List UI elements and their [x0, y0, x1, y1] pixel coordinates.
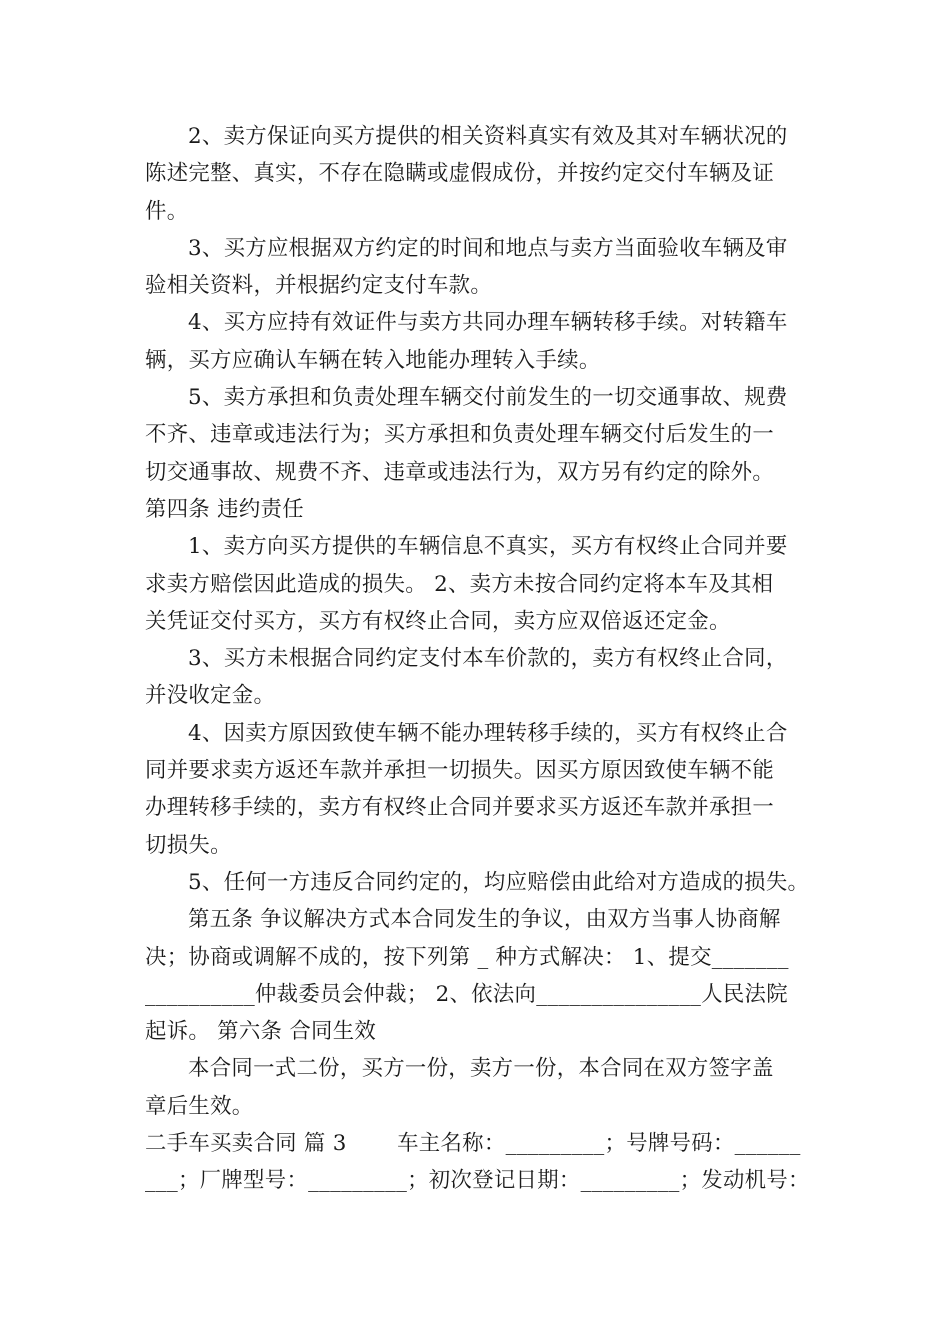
- text-line: 5、卖方承担和负责处理车辆交付前发生的一切交通事故、规费: [188, 385, 788, 411]
- text-line: __________仲裁委员会仲裁； 2、依法向_______________人民法院: [145, 981, 788, 1007]
- document-page: [145, 118, 815, 1200]
- text-line: 2、卖方保证向买方提供的相关资料真实有效及其对车辆状况的: [188, 124, 788, 149]
- text-line: 本合同一式二份，买方一份，卖方一份，本合同在双方签字盖: [188, 1056, 774, 1082]
- text-line: 验相关资料，并根据约定支付车款。: [145, 273, 493, 299]
- text-line: 切交通事故、规费不齐、违章或违法行为，双方另有约定的除外。: [145, 459, 775, 485]
- text-line: 起诉。 第六条 合同生效: [145, 1019, 377, 1045]
- text-line: 1、卖方向买方提供的车辆信息不真实，买方有权终止合同并要: [188, 534, 788, 560]
- text-line: ___；厂牌型号：_________；初次登记日期：_________；发动机号：: [145, 1168, 810, 1194]
- text-line: 件。: [145, 198, 189, 224]
- text-line: 不齐、违章或违法行为；买方承担和负责处理车辆交付后发生的一: [145, 422, 775, 448]
- text-line: 求卖方赔偿因此造成的损失。 2、卖方未按合同约定将本车及其相: [145, 571, 774, 597]
- text-line: 第四条 违约责任: [145, 496, 304, 522]
- text-line: 决；协商或调解不成的，按下列第 _ 种方式解决： 1、提交_______: [145, 944, 789, 970]
- text-line: 5、任何一方违反合同约定的，均应赔偿由此给对方造成的损失。: [188, 869, 810, 895]
- text-line: 4、因卖方原因致使车辆不能办理转移手续的，买方有权终止合: [188, 720, 788, 746]
- text-line: 3、买方应根据双方约定的时间和地点与卖方当面验收车辆及审: [188, 235, 788, 261]
- text-line: 关凭证交付买方，买方有权终止合同，卖方应双倍返还定金。: [145, 608, 731, 634]
- text-line: 办理转移手续的，卖方有权终止合同并要求买方返还车款并承担一: [145, 795, 775, 821]
- text-line: 切损失。: [145, 832, 232, 858]
- text-line: 陈述完整、真实，不存在隐瞒或虚假成份，并按约定交付车辆及证: [145, 161, 775, 187]
- text-line: 3、买方未根据合同约定支付本车价款的，卖方有权终止合同，: [188, 646, 788, 672]
- text-line: 章后生效。: [145, 1093, 254, 1119]
- text-line: 4、买方应持有效证件与卖方共同办理车辆转移手续。对转籍车: [188, 310, 788, 336]
- text-line: 同并要求卖方返还车款并承担一切损失。因买方原因致使车辆不能: [145, 758, 775, 784]
- text-line: 二手车买卖合同 篇 3 车主名称：_________；号牌号码：______: [145, 1131, 801, 1157]
- text-line: 第五条 争议解决方式本合同发生的争议，由双方当事人协商解: [188, 907, 781, 933]
- text-line: 并没收定金。: [145, 683, 276, 709]
- text-line: 辆，买方应确认车辆在转入地能办理转入手续。: [145, 347, 601, 373]
